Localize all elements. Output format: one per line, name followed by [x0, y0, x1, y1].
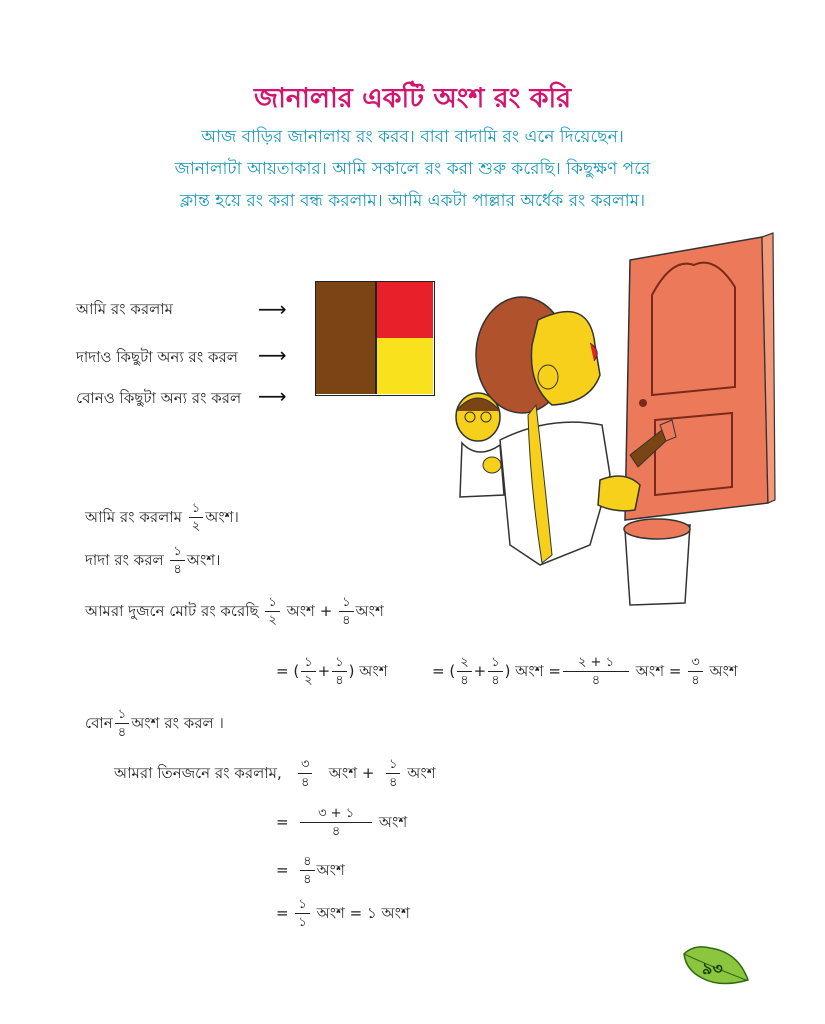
legend-label-me: আমি রং করলাম	[76, 300, 173, 318]
little-sister	[456, 393, 504, 497]
red-quarter	[376, 282, 433, 338]
line-three-of-us: আমরা তিনজনে রং করলাম, $\frac{৩}{৪}$ অংশ + $\frac{১}{৪}$ অংশ	[114, 757, 436, 790]
door-illustration	[625, 233, 775, 520]
line-total-3: = $\frac{১}{১}$ অংশ = ১ অংশ	[276, 897, 410, 930]
line-two-of-us: আমরা দুজনে মোট রং করেছি $\frac{১}{২}$ অংশ + $\frac{১}{৪}$ অংশ	[85, 595, 384, 628]
legend-label-brother: দাদাও কিছুটা অন্য রং করল	[76, 348, 238, 366]
brown-half	[316, 282, 376, 394]
line-total-1: = $\frac{৩ + ১}{৪}$ অংশ	[276, 806, 408, 839]
line-me-painted: আমি রং করলাম $\frac{১}{২}$ অংশ।	[85, 501, 239, 534]
arrow-right-icon: ⟶	[258, 297, 287, 321]
line-sum-1: = ( $\frac{১}{২}$ + $\frac{১}{৪}$ ) অংশ	[276, 655, 388, 688]
intro-line-3: ক্লান্ত হয়ে রং করা বন্ধ করলাম। আমি একটা পাল্লার অর্ধেক রং করলাম।	[179, 191, 646, 211]
page-number-leaf	[680, 942, 752, 994]
line-total-2: = $\frac{৪}{৪}$ অংশ	[276, 854, 345, 887]
page-number: ৯৩	[702, 959, 723, 978]
line-sum-2: = ( $\frac{২}{৪}$ + $\frac{১}{৪}$ ) অংশ = $\frac{২ + ১}{৪}$ অংশ = $\frac{৩}{৪}$ অংশ	[432, 655, 738, 688]
intro-line-1: আজ বাড়ির জানালায় রং করব। বাবা বাদামি রং এনে দিয়েছেন।	[201, 127, 624, 147]
paint-bucket	[624, 519, 690, 605]
window-diagram	[315, 281, 435, 396]
painting-illustration	[440, 225, 785, 610]
page-title: জানালার একটি অংশ রং করি	[253, 83, 572, 114]
intro-line-2: জানালাটা আয়তাকার। আমি সকালে রং করা শুরু করেছি। কিছুক্ষণ পরে	[174, 159, 651, 179]
legend-label-sister: বোনও কিছুটা অন্য রং করল	[76, 389, 242, 407]
arrow-right-icon: ⟶	[258, 343, 287, 367]
line-sister-painted: বোন $\frac{১}{৪}$ অংশ রং করল ।	[85, 707, 224, 740]
arrow-right-icon: ⟶	[258, 384, 287, 408]
line-brother-painted: দাদা রং করল $\frac{১}{৪}$ অংশ।	[85, 544, 221, 577]
yellow-quarter	[376, 338, 433, 394]
